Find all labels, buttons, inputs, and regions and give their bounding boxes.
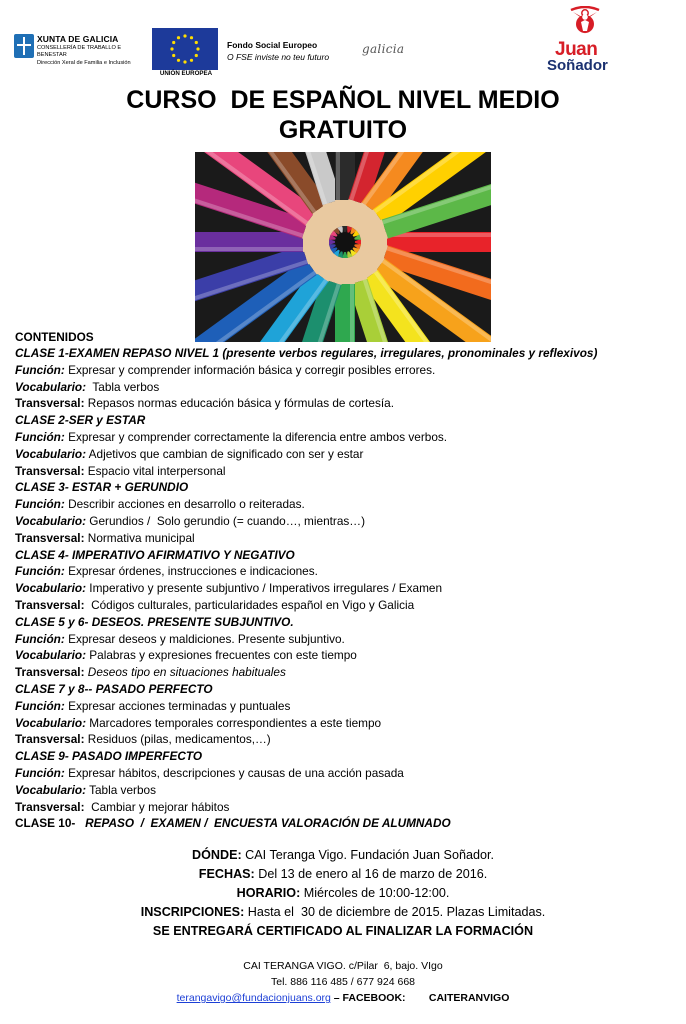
vocabulario-label: Vocabulario: <box>15 446 87 461</box>
contact-footer <box>0 958 686 1006</box>
vocabulario-label: Vocabulario: <box>15 379 87 394</box>
class-funcion-line <box>15 765 675 782</box>
funcion-label: Función: <box>15 631 65 646</box>
eu-star-icon <box>190 36 193 39</box>
eu-star-icon <box>177 59 180 62</box>
funcion-value: Expresar y comprender correctamente la diferencia entre ambos verbos. <box>64 429 448 444</box>
class-title: CLASE 7 y 8-- PASADO PERFECTO <box>15 681 213 696</box>
class-funcion-line <box>15 429 675 446</box>
funcion-label: Función: <box>15 698 65 713</box>
class-funcion-line <box>15 631 675 648</box>
footer-phone: Tel. 886 116 485 / 677 924 668 <box>270 976 415 988</box>
transversal-value: Deseos tipo en situaciones habituales <box>84 665 286 680</box>
info-fechas <box>0 865 686 884</box>
class-vocabulario-line <box>15 715 675 732</box>
vocabulario-label: Vocabulario: <box>15 715 87 730</box>
class-vocabulario-line <box>15 513 675 530</box>
info-inscripciones <box>0 903 686 922</box>
funcion-label: Función: <box>15 765 65 780</box>
class-10-line <box>15 815 675 832</box>
xunta-department: CONSELLERÍA DE TRABALLO E BENESTAR <box>37 45 122 58</box>
eu-caption: UNIÓN EUROPEA <box>159 70 213 77</box>
vocabulario-label: Vocabulario: <box>15 581 87 596</box>
transversal-label: Transversal: <box>15 732 85 747</box>
course-title-line2: GRATUITO <box>278 116 408 144</box>
info-horario-value: Miércoles de 10:00-12:00. <box>300 886 450 900</box>
eu-logo <box>152 28 220 80</box>
class-title: CLASE 9- PASADO IMPERFECTO <box>15 749 203 764</box>
transversal-value: Normativa municipal <box>84 530 195 545</box>
contents-heading: CONTENIDOS <box>15 330 94 344</box>
eu-star-icon <box>172 54 175 57</box>
class-vocabulario-line <box>15 379 675 396</box>
class-10-number: CLASE 10- <box>15 816 76 831</box>
eu-star-icon <box>183 34 186 37</box>
class-title: CLASE 4- IMPERATIVO AFIRMATIVO Y NEGATIVO <box>15 547 295 562</box>
juan-logo-line1: Juan <box>555 39 598 60</box>
class-funcion-line <box>15 496 675 513</box>
funcion-value: Expresar hábitos, descripciones y causas de una acción pasada <box>64 765 404 780</box>
class-10-title: REPASO / EXAMEN / ENCUESTA VALORACIÓN DE ALUMNADO <box>75 816 451 831</box>
class-funcion-line <box>15 563 675 580</box>
transversal-value: Cambiar y mejorar hábitos <box>84 799 230 814</box>
xunta-name: XUNTA DE GALICIA <box>37 34 119 44</box>
class-transversal-line <box>15 664 675 681</box>
colored-pencils-photo <box>195 152 491 342</box>
info-donde <box>0 846 686 865</box>
class-transversal-line <box>15 799 675 816</box>
class-vocabulario-line <box>15 647 675 664</box>
xunta-subdivision: Dirección Xeral de Familia e Inclusión <box>37 60 131 66</box>
footer-contact <box>0 990 686 1006</box>
vocabulario-value: Marcadores temporales correspondientes a este tiempo <box>86 715 382 730</box>
funcion-value: Expresar órdenes, instrucciones e indicaciones. <box>64 564 318 579</box>
eu-star-icon <box>190 59 193 62</box>
galicia-logo: galicia <box>362 42 405 56</box>
eu-star-icon <box>172 41 175 44</box>
class-vocabulario-line <box>15 782 675 799</box>
contents-section <box>15 330 675 832</box>
juan-sonador-emblem-icon <box>567 6 603 36</box>
eu-star-icon <box>195 41 198 44</box>
transversal-label: Transversal: <box>15 530 85 545</box>
transversal-label: Transversal: <box>15 396 85 411</box>
class-transversal-line <box>15 463 675 480</box>
info-fechas-label: FECHAS: <box>198 867 255 881</box>
class-vocabulario-line <box>15 580 675 597</box>
vocabulario-value: Tabla verbos <box>86 782 156 797</box>
juan-sonador-logo <box>545 6 625 76</box>
fse-tagline: O FSE inviste no teu futuro <box>227 52 330 62</box>
vocabulario-value: Tabla verbos <box>86 379 160 394</box>
footer-address: CAI TERANGA VIGO. c/Pilar 6, bajo. VIgo <box>243 960 443 972</box>
vocabulario-label: Vocabulario: <box>15 648 87 663</box>
class-transversal-line <box>15 597 675 614</box>
funcion-value: Expresar y comprender información básica y corregir posibles errores. <box>64 362 436 377</box>
transversal-value: Residuos (pilas, medicamentos,…) <box>84 732 271 747</box>
juan-logo-line2: Soñador <box>547 57 608 74</box>
class-title: CLASE 1-EXAMEN REPASO NIVEL 1 (presente verbos regulares, irregulares, pronominales y reflexivos) <box>15 346 598 360</box>
eu-star-icon <box>195 54 198 57</box>
transversal-label: Transversal: <box>15 665 85 680</box>
footer-facebook: – FACEBOOK: CAITERANVIGO <box>330 992 510 1004</box>
class-funcion-line <box>15 698 675 715</box>
vocabulario-value: Imperativo y presente subjuntivo / Imperativos irregulares / Examen <box>86 581 443 596</box>
class-title: CLASE 5 y 6- DESEOS. PRESENTE SUBJUNTIVO. <box>15 614 294 629</box>
eu-flag-icon <box>152 28 218 70</box>
xunta-shield-icon <box>14 34 34 58</box>
transversal-label: Transversal: <box>15 463 85 478</box>
class-title: CLASE 3- ESTAR + GERUNDIO <box>15 480 189 495</box>
funcion-label: Función: <box>15 564 65 579</box>
funcion-label: Función: <box>15 497 65 512</box>
funcion-value: Expresar acciones terminadas y puntuales <box>64 698 291 713</box>
vocabulario-value: Palabras y expresiones frecuentes con este tiempo <box>86 648 357 663</box>
transversal-value: Códigos culturales, particularidades español en Vigo y Galicia <box>84 597 415 612</box>
info-inscripciones-value: Hasta el 30 de diciembre de 2015. Plazas Limitadas. <box>244 905 546 919</box>
vocabulario-label: Vocabulario: <box>15 513 87 528</box>
transversal-label: Transversal: <box>15 597 85 612</box>
class-title: CLASE 2-SER y ESTAR <box>15 413 146 428</box>
info-certificado: SE ENTREGARÁ CERTIFICADO AL FINALIZAR LA FORMACIÓN <box>152 924 534 938</box>
funcion-value: Expresar deseos y maldiciones. Presente subjuntivo. <box>64 631 345 646</box>
eu-star-icon <box>170 47 173 50</box>
class-transversal-line <box>15 530 675 547</box>
fse-title: Fondo Social Europeo <box>227 40 318 50</box>
funcion-label: Función: <box>15 362 65 377</box>
transversal-value: Espacio vital interpersonal <box>84 463 226 478</box>
info-inscripciones-label: INSCRIPCIONES: <box>140 905 245 919</box>
funcion-label: Función: <box>15 429 65 444</box>
transversal-value: Repasos normas educación básica y fórmulas de cortesía. <box>84 396 395 411</box>
info-donde-label: DÓNDE: <box>192 848 242 862</box>
footer-email-link[interactable]: terangavigo@fundacionjuans.org <box>176 992 331 1004</box>
vocabulario-value: Gerundios / Solo gerundio (= cuando…, mientras…) <box>86 513 366 528</box>
info-donde-value: CAI Teranga Vigo. Fundación Juan Soñador. <box>241 848 494 862</box>
funcion-value: Describir acciones en desarrollo o reiteradas. <box>64 497 305 512</box>
class-transversal-line <box>15 395 675 412</box>
logo-header <box>0 0 686 82</box>
eu-star-icon <box>196 47 199 50</box>
vocabulario-value: Adjetivos que cambian de significado con ser y estar <box>86 446 364 461</box>
eu-star-icon <box>177 36 180 39</box>
class-vocabulario-line <box>15 446 675 463</box>
class-funcion-line <box>15 362 675 379</box>
xunta-logo <box>14 34 139 74</box>
vocabulario-label: Vocabulario: <box>15 782 87 797</box>
info-horario <box>0 884 686 903</box>
fse-logo <box>227 40 329 62</box>
class-transversal-line <box>15 731 675 748</box>
course-title-line1: CURSO DE ESPAÑOL NIVEL MEDIO <box>126 86 560 114</box>
eu-star-icon <box>183 60 186 63</box>
course-title <box>0 85 686 145</box>
info-horario-label: HORARIO: <box>236 886 301 900</box>
class-list <box>15 345 675 815</box>
course-info <box>0 846 686 941</box>
transversal-label: Transversal: <box>15 799 85 814</box>
info-fechas-value: Del 13 de enero al 16 de marzo de 2016. <box>254 867 488 881</box>
